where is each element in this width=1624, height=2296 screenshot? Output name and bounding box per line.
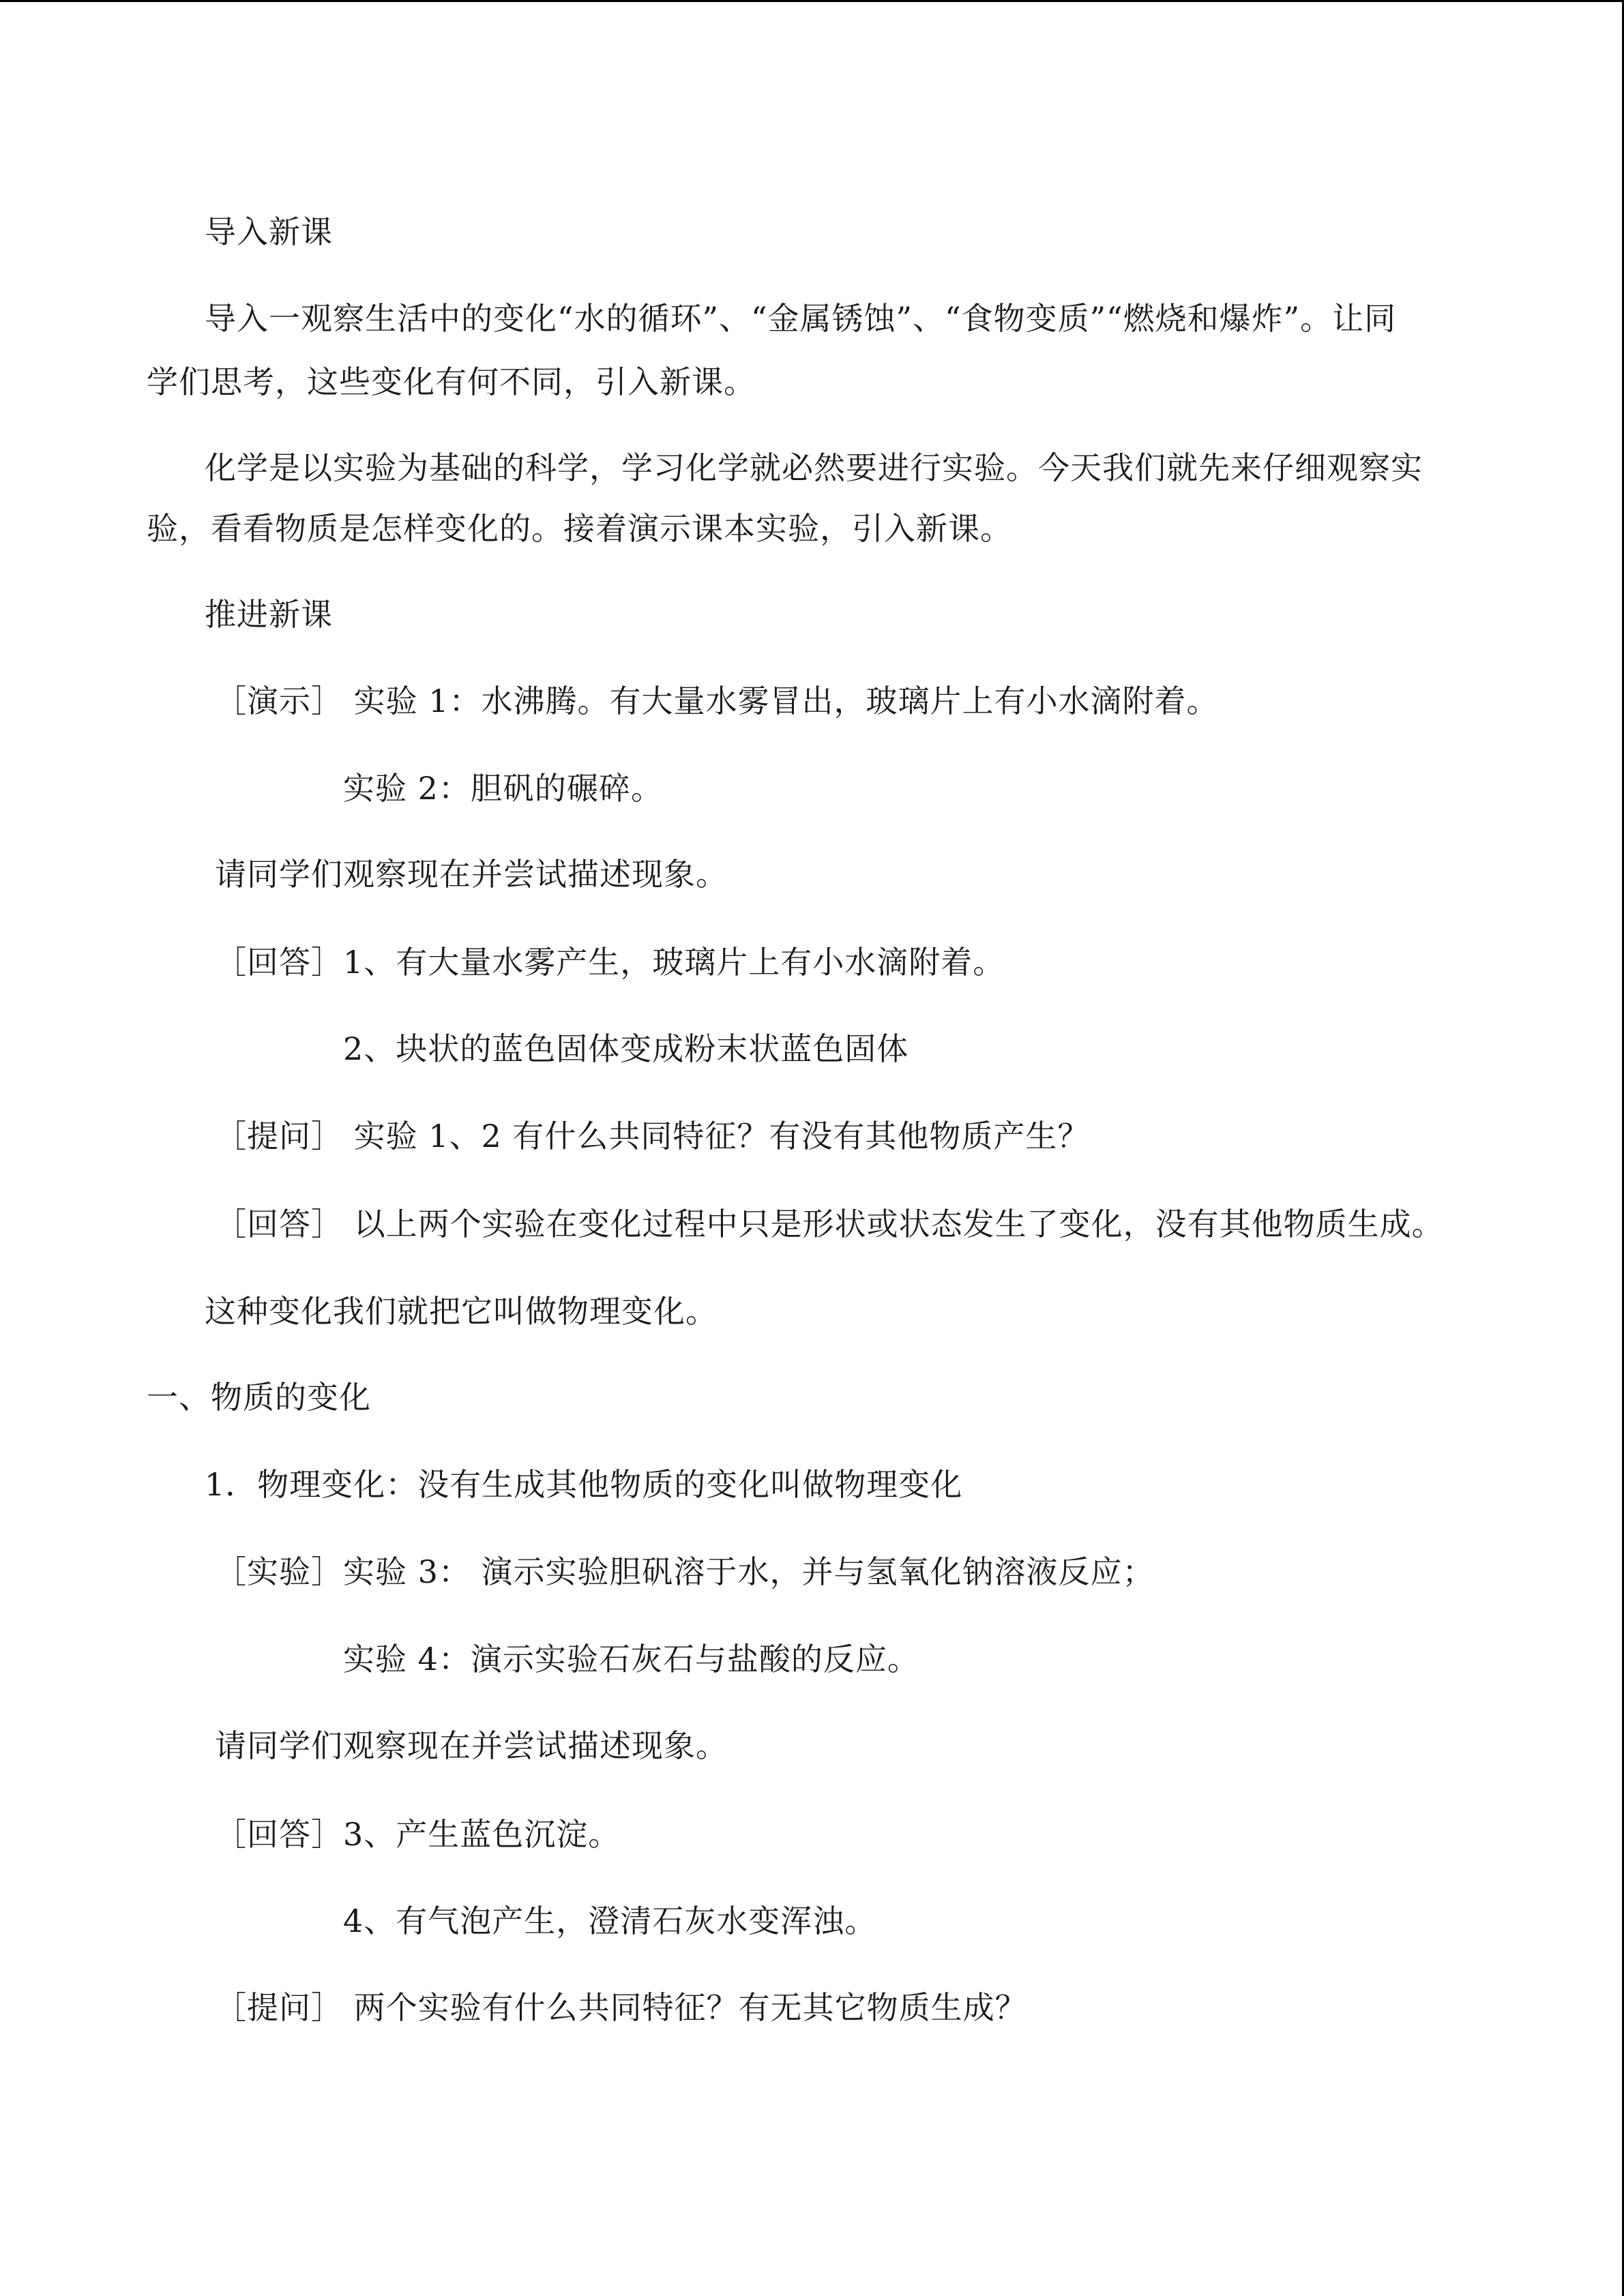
section-heading-intro: 导入新课 [205, 213, 333, 250]
paragraph-line: 化学是以实验为基础的科学，学习化学就必然要进行实验。今天我们就先来仔细观察实 [205, 449, 1423, 486]
page-top-border [0, 0, 1624, 2]
answer-line: ［回答］3、产生蓝色沉淀。 [215, 1816, 621, 1853]
paragraph-line: 学们思考，这些变化有何不同，引入新课。 [147, 363, 756, 400]
question-line: ［提问］ 实验 1、2 有什么共同特征？有没有其他物质产生？ [215, 1118, 1090, 1154]
section-heading-advance: 推进新课 [205, 596, 333, 633]
answer-line: 2、块状的蓝色固体变成粉末状蓝色固体 [343, 1030, 909, 1067]
paragraph-line: 导入一观察生活中的变化“水的循环”、“金属锈蚀”、“食物变质”“燃烧和爆炸”。让同 [205, 300, 1397, 337]
answer-line: 4、有气泡产生，澄清石灰水变浑浊。 [343, 1903, 877, 1939]
section-heading-change: 一、物质的变化 [147, 1379, 371, 1416]
prompt-line: 请同学们观察现在并尝试描述现象。 [215, 1727, 728, 1764]
prompt-line: 请同学们观察现在并尝试描述现象。 [215, 856, 728, 893]
definition-line: 1．物理变化：没有生成其他物质的变化叫做物理变化 [205, 1466, 963, 1503]
demo-line: ［演示］ 实验 1：水沸腾。有大量水雾冒出，玻璃片上有小水滴附着。 [215, 683, 1219, 719]
experiment-line: ［实验］实验 3： 演示实验胆矾溶于水，并与氢氧化钠溶液反应； [215, 1553, 1155, 1590]
question-line: ［提问］ 两个实验有什么共同特征？有无其它物质生成？ [215, 1989, 1027, 2026]
experiment-line: 实验 4：演示实验石灰石与盐酸的反应。 [343, 1641, 919, 1678]
answer-line: ［回答］1、有大量水雾产生，玻璃片上有小水滴附着。 [215, 944, 1005, 981]
answer-line: ［回答］ 以上两个实验在变化过程中只是形状或状态发生了变化，没有其他物质生成。 [215, 1206, 1444, 1242]
paragraph-line: 验，看看物质是怎样变化的。接着演示课本实验，引入新课。 [147, 510, 1012, 547]
experiment-line: 实验 2：胆矾的碾碎。 [343, 770, 663, 807]
paragraph-line: 这种变化我们就把它叫做物理变化。 [205, 1293, 718, 1330]
